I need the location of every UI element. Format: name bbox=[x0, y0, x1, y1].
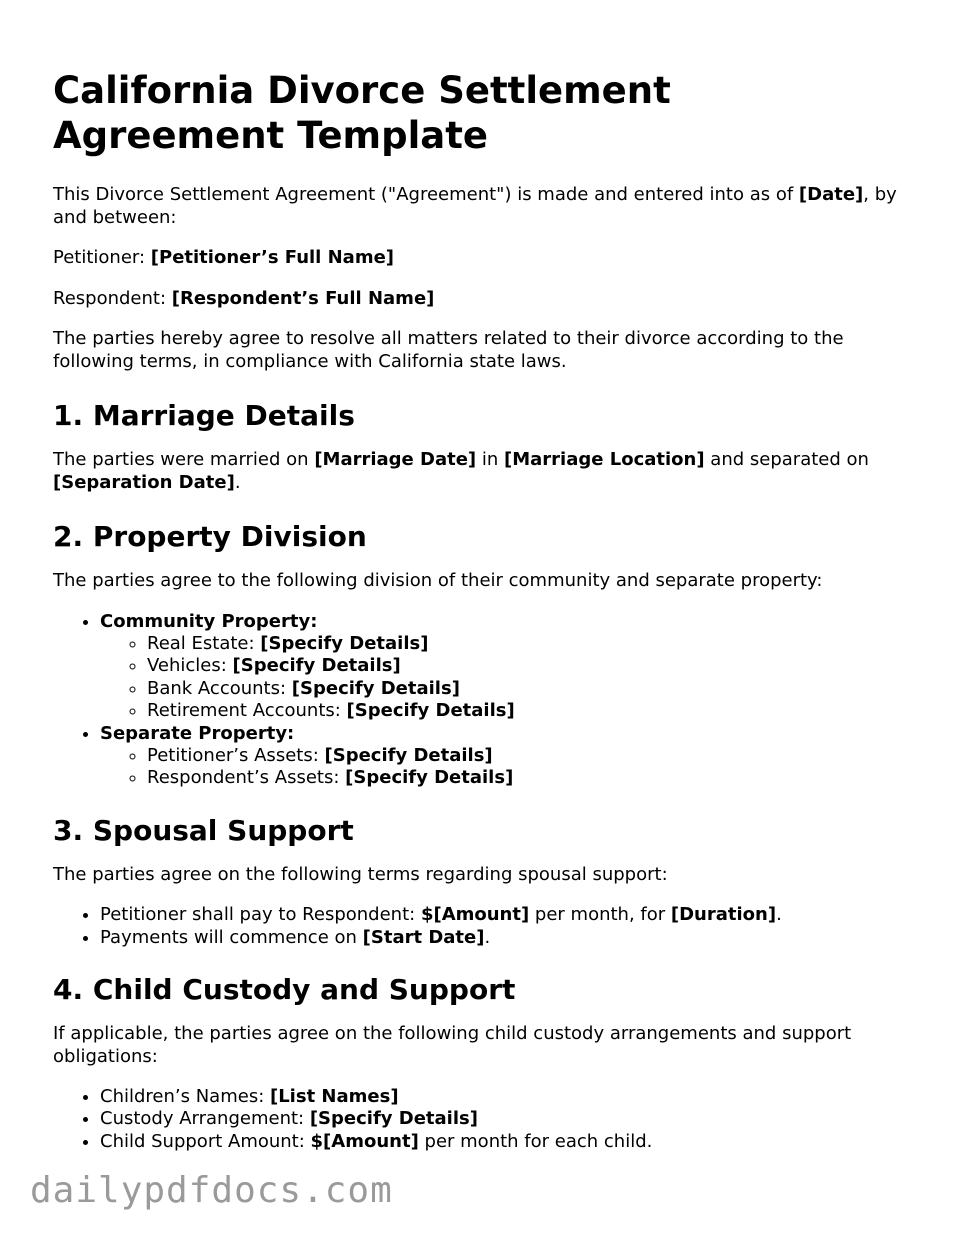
community-property-sublist bbox=[100, 633, 913, 723]
list-item bbox=[100, 904, 913, 926]
child-custody-heading: 4. Child Custody and Support bbox=[53, 973, 516, 1007]
list-item bbox=[100, 1108, 913, 1130]
respondent-assets-label: Respondent’s Assets: bbox=[147, 767, 346, 789]
respondent-label: Respondent: bbox=[53, 287, 172, 309]
intro-text-after: , by and between: bbox=[53, 184, 897, 228]
list-item bbox=[147, 745, 913, 767]
start-date-placeholder: [Start Date] bbox=[362, 926, 485, 948]
real-estate-value: [Specify Details] bbox=[260, 632, 429, 654]
petitioner-assets-label: Petitioner’s Assets: bbox=[147, 744, 325, 766]
property-intro: The parties agree to the following division of their community and separate property: bbox=[53, 570, 823, 591]
spousal-support-heading: 3. Spousal Support bbox=[53, 813, 354, 847]
community-property-item bbox=[100, 611, 913, 723]
child-support-text-after: per month for each child. bbox=[418, 1130, 653, 1152]
child-custody-intro: If applicable, the parties agree on the following child custody arrangements and support obligations: bbox=[53, 1023, 852, 1067]
spousal-support-list bbox=[53, 904, 913, 949]
child-support-label: Child Support Amount: bbox=[100, 1130, 311, 1152]
property-division-heading: 2. Property Division bbox=[53, 520, 367, 553]
list-item bbox=[147, 700, 913, 722]
custody-arrangement-label: Custody Arrangement: bbox=[100, 1108, 310, 1130]
spousal-duration-placeholder: [Duration] bbox=[670, 904, 777, 926]
date-placeholder: [Date] bbox=[798, 184, 864, 205]
custody-arrangement-value: [Specify Details] bbox=[309, 1108, 478, 1130]
intro-paragraph bbox=[53, 184, 913, 229]
marriage-details-heading: 1. Marriage Details bbox=[53, 399, 355, 432]
real-estate-label: Real Estate: bbox=[147, 632, 261, 654]
list-item bbox=[100, 927, 913, 949]
child-custody-list bbox=[53, 1086, 913, 1153]
bank-accounts-value: [Specify Details] bbox=[291, 677, 460, 699]
petitioner-assets-value: [Specify Details] bbox=[324, 744, 493, 766]
list-item bbox=[147, 633, 913, 655]
marriage-text-1: The parties were married on bbox=[53, 449, 315, 470]
retirement-accounts-label: Retirement Accounts: bbox=[147, 700, 347, 722]
list-item bbox=[147, 655, 913, 677]
marriage-details-paragraph bbox=[53, 449, 913, 494]
children-names-value: [List Names] bbox=[269, 1086, 399, 1108]
marriage-location-placeholder: [Marriage Location] bbox=[504, 449, 705, 470]
list-item bbox=[100, 1131, 913, 1153]
document-page bbox=[53, 68, 913, 1177]
separate-property-label: Separate Property: bbox=[100, 722, 295, 744]
spousal-amount-placeholder: $[Amount] bbox=[420, 904, 530, 926]
spousal-text-2: per month, for bbox=[529, 904, 671, 926]
respondent-line bbox=[53, 288, 913, 311]
spousal-support-intro: The parties agree on the following terms regarding spousal support: bbox=[53, 863, 668, 885]
spousal-text-3: . bbox=[776, 904, 782, 926]
respondent-name-placeholder: [Respondent’s Full Name] bbox=[171, 287, 435, 309]
spousal-text-1: Petitioner shall pay to Respondent: bbox=[100, 904, 421, 926]
separation-date-placeholder: [Separation Date] bbox=[53, 471, 235, 493]
children-names-label: Children’s Names: bbox=[100, 1086, 270, 1108]
watermark: dailypdfdocs.com bbox=[30, 1170, 393, 1211]
separate-property-sublist bbox=[100, 745, 913, 790]
petitioner-line bbox=[53, 247, 913, 270]
marriage-text-2: in bbox=[476, 449, 505, 470]
bank-accounts-label: Bank Accounts: bbox=[147, 677, 292, 699]
list-item bbox=[147, 678, 913, 700]
intro-text-before: This Divorce Settlement Agreement ("Agreement") is made and entered into as of bbox=[53, 184, 799, 205]
retirement-accounts-value: [Specify Details] bbox=[346, 700, 515, 722]
marriage-text-4: . bbox=[234, 471, 241, 493]
separate-property-item bbox=[100, 723, 913, 790]
petitioner-name-placeholder: [Petitioner’s Full Name] bbox=[150, 247, 395, 268]
child-support-amount-placeholder: $[Amount] bbox=[310, 1130, 419, 1152]
list-item bbox=[147, 767, 913, 789]
respondent-assets-value: [Specify Details] bbox=[345, 767, 514, 789]
list-item bbox=[100, 1086, 913, 1108]
marriage-text-3: and separated on bbox=[704, 449, 869, 470]
petitioner-label: Petitioner: bbox=[53, 247, 151, 268]
resolve-paragraph: The parties hereby agree to resolve all matters related to their divorce according to the following terms, in compliance with California state laws. bbox=[53, 328, 844, 372]
payments-text-1: Payments will commence on bbox=[100, 926, 363, 948]
vehicles-label: Vehicles: bbox=[147, 655, 233, 677]
vehicles-value: [Specify Details] bbox=[232, 655, 401, 677]
document-title: California Divorce Settlement Agreement Template bbox=[53, 69, 671, 157]
community-property-label: Community Property: bbox=[100, 610, 318, 632]
payments-text-2: . bbox=[484, 926, 491, 948]
property-list bbox=[53, 611, 913, 790]
marriage-date-placeholder: [Marriage Date] bbox=[314, 449, 477, 470]
